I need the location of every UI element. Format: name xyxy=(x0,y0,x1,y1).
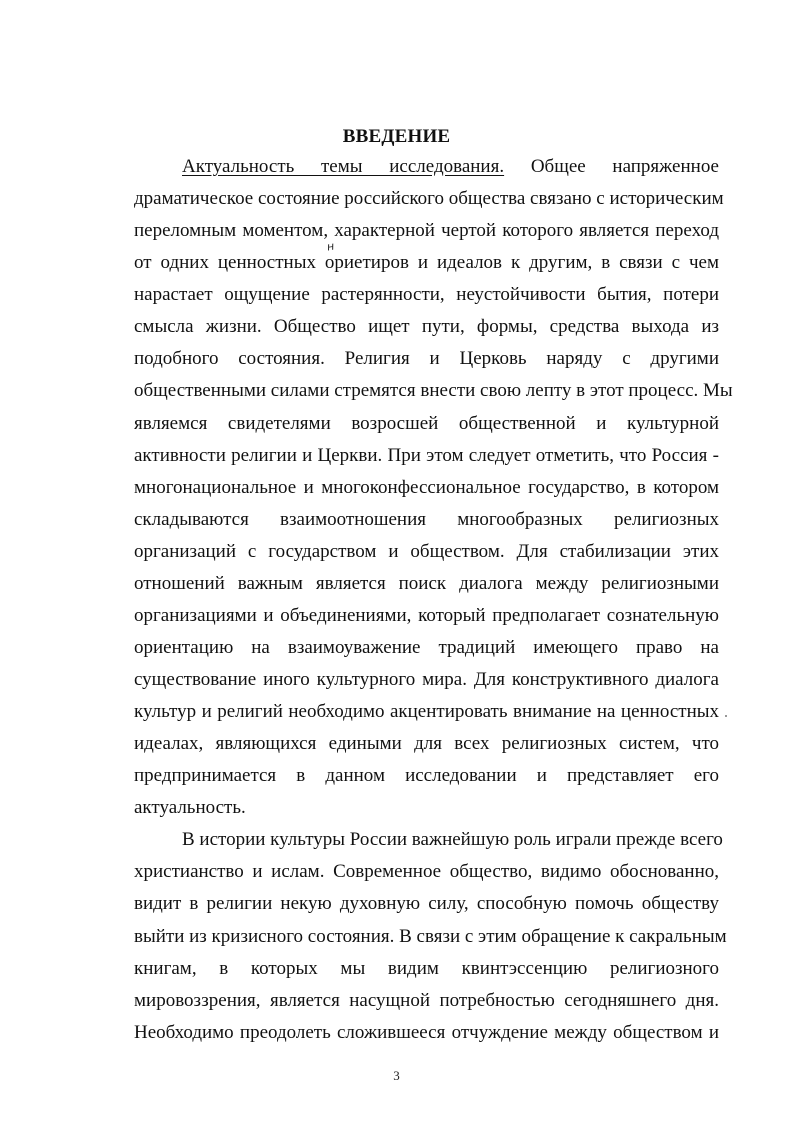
handwritten-correction-mark: н xyxy=(325,239,336,254)
text-line: активности религии и Церкви. При этом следует отметить, что Россия - xyxy=(134,444,719,466)
text-line: общественными силами стремятся внести свою лепту в этот процесс. Мы xyxy=(134,380,733,402)
section-heading: ВВЕДЕНИЕ xyxy=(342,126,451,147)
body-text xyxy=(134,151,733,1049)
text-line: культур и религий необходимо акцентировать внимание на ценностных xyxy=(134,701,719,723)
text-line: видит в религии некую духовную силу, способную помочь обществу xyxy=(134,893,719,915)
text-line: отношений важным является поиск диалога между религиозными xyxy=(134,572,719,594)
text-line: актуальность. xyxy=(134,797,246,819)
text-fragment: Общее напряженное xyxy=(530,156,719,177)
page-number: 3 xyxy=(393,1068,400,1083)
text-line: многонациональное и многоконфессиональное государство, в котором xyxy=(134,476,719,498)
text-line: переломным моментом, характерной чертой которого является переход xyxy=(134,220,719,242)
text-line: смысла жизни. Общество ищет пути, формы, средства выхода из xyxy=(134,316,719,338)
text-line: являемся свидетелями возросшей общественной и культурной xyxy=(134,412,719,434)
text-line: складываются взаимоотношения многообразных религиозных xyxy=(134,508,719,530)
text-line: организаций с государством и обществом. Для стабилизации этих xyxy=(134,540,719,562)
text-line: от одних ценностных ориетиров и идеалов к другим, в связи с чем xyxy=(134,252,719,274)
text-line: В истории культуры России важнейшую роль играли прежде всего xyxy=(182,829,723,851)
text-line: ориентацию на взаимоуважение традиций имеющего право на xyxy=(134,636,719,658)
text-line xyxy=(134,151,719,183)
text-line: книгам, в которых мы видим квинтэссенцию религиозного xyxy=(134,957,719,979)
text-line: существование иного культурного мира. Для конструктивного диалога xyxy=(134,669,719,690)
topic-relevance-lead: Актуальность темы исследования. xyxy=(182,156,505,177)
text-line: выйти из кризисного состояния. В связи с этим обращение к сакральным xyxy=(134,925,727,947)
text-line: драматическое состояние российского общества связано с историческим xyxy=(134,188,724,210)
text-line: идеалах, являющихся едиными для всех религиозных систем, что xyxy=(134,733,719,755)
text-line: предпринимается в данном исследовании и представляет его xyxy=(134,765,719,787)
text-line: мировоззрения, является насущной потребностью сегодняшнего дня. xyxy=(134,989,719,1011)
text-line: Необходимо преодолеть сложившееся отчуждение между обществом и xyxy=(134,1021,719,1043)
text-line: организациями и объединениями, который предполагает сознательную xyxy=(134,604,719,626)
text-line: христианство и ислам. Современное общество, видимо обоснованно, xyxy=(134,861,719,883)
text-line: подобного состояния. Религия и Церковь наряду с другими xyxy=(134,348,719,370)
scan-artifact-dot xyxy=(725,715,727,717)
text-line: нарастает ощущение растерянности, неустойчивости бытия, потери xyxy=(134,284,719,306)
